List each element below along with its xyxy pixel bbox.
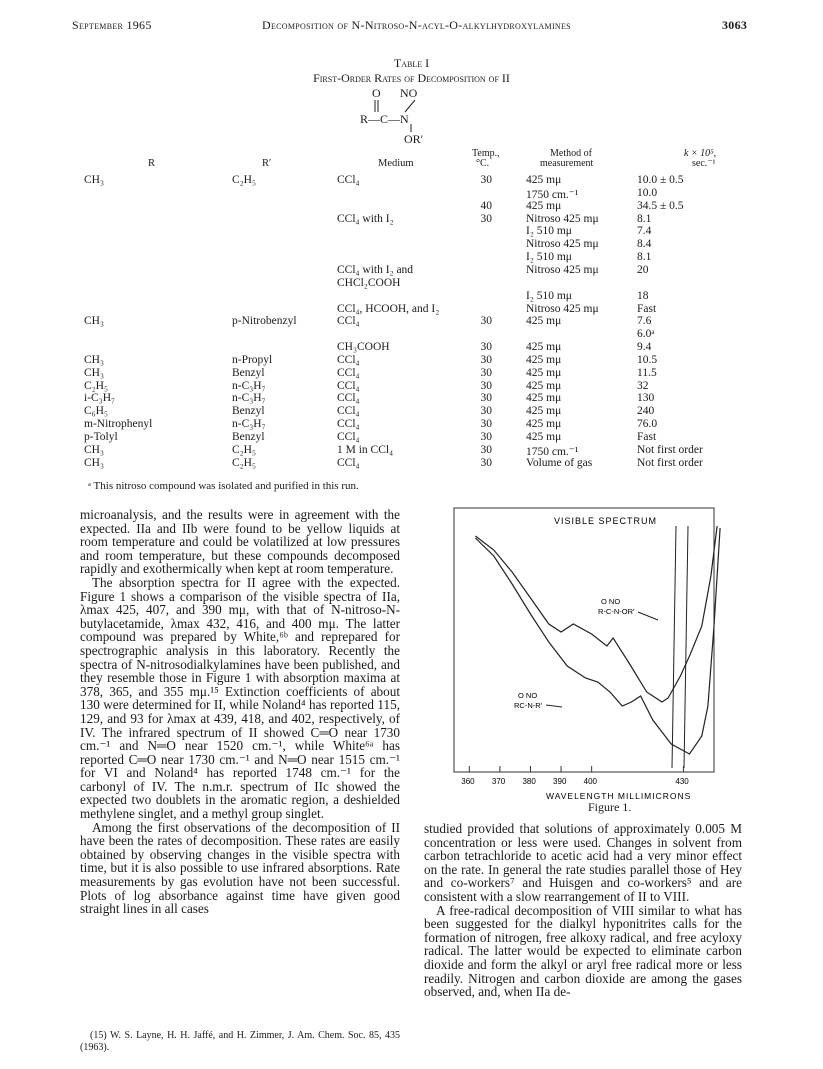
table-row — [72, 264, 752, 276]
x-axis-label: WAVELENGTH MILLIMICRONS — [546, 791, 692, 801]
table-cell-method: Nitroso 425 mμ — [526, 212, 599, 225]
table-cell-medium: CCl₄ with I₂ — [337, 212, 394, 225]
structure-oxygen: O — [372, 86, 381, 100]
col-header-method: Method of — [550, 148, 592, 159]
table-cell-method: 425 mμ — [526, 174, 562, 186]
x-tick-label: 360 — [461, 777, 475, 786]
table-cell-temp: 30 — [480, 341, 492, 354]
table-cell-medium: CCl₄ — [337, 456, 360, 469]
table-cell-medium: CCl₄ — [337, 418, 360, 431]
table-cell-method: Nitroso 425 mμ — [526, 302, 599, 315]
table-row — [72, 200, 752, 212]
table-cell-rp: Benzyl — [232, 366, 265, 379]
table-cell-method: 1750 cm.⁻¹ — [526, 188, 579, 201]
table-cell-method: 425 mμ — [526, 199, 562, 212]
table-cell-method: I₂ 510 mμ — [526, 251, 572, 264]
table-cell-medium: CCl₄ — [337, 174, 360, 186]
table-cell-r: CH₃ — [84, 443, 104, 456]
table-cell-temp: 30 — [480, 212, 492, 225]
table-cell-method: Nitroso 425 mμ — [526, 263, 599, 276]
table-cell-medium: CCl₄ — [337, 405, 360, 418]
paragraph: A free-radical decomposition of VIII similar to what has been suggested for the dialkyl hyponitrites calls for the formation of nitrogen, free alkoxy radical, and free acyloxy radical. The latter would be expected to eliminate carbon dioxide and form the alkyl or aryl free radical more or less readily. Nitrogen and carbon dioxide are among the gases observed, and, when IIa de- — [424, 902, 742, 1000]
table-cell-r: m-Nitrophenyl — [84, 418, 153, 431]
table-cell-medium: 1 M in CCl₄ — [337, 443, 394, 456]
table-cell-medium: CCl₄ — [337, 392, 360, 405]
table-cell-rp: n-C₃H₇ — [232, 379, 266, 392]
right-column-body — [424, 822, 742, 999]
table-cell-rp: n-C₃H₇ — [232, 418, 266, 431]
table-cell-temp: 30 — [480, 366, 492, 379]
table-cell-k: Fast — [637, 431, 657, 443]
table-cell-k: Not first order — [637, 443, 703, 456]
table-cell-k: 20 — [637, 263, 649, 276]
header-page-number: 3063 — [722, 18, 748, 32]
table-cell-method: 425 mμ — [526, 392, 562, 405]
table-cell-k: 18 — [637, 289, 649, 302]
col-header-method-2: measurement — [540, 158, 594, 169]
table-row — [72, 303, 752, 315]
table-cell-medium: CCl₄ — [337, 379, 360, 392]
figure-title: VISIBLE SPECTRUM — [554, 516, 658, 526]
table-label: Table I — [393, 56, 430, 70]
header-journal-date: September 1965 — [72, 18, 152, 32]
paragraph: studied provided that solutions of approximately 0.005 M concentration or less were used. Changes in solvent from carbon tetrachloride to acetic acid had a very minor effect on the rate. In general the rate studies parallel those of Hey and co-workers⁷ and Huisgen and co-workers⁵ and are consistent with a slow rearrangement of II to VIII. — [424, 821, 742, 904]
table-row — [72, 457, 752, 469]
table-cell-temp: 30 — [480, 431, 492, 443]
table-row — [72, 380, 752, 392]
spectrum-curve-nitrosamide — [475, 528, 720, 754]
table-cell-rp: C₂H₅ — [232, 174, 256, 186]
table-row — [72, 277, 752, 289]
table-cell-rp: Benzyl — [232, 405, 265, 418]
table-row — [72, 213, 752, 225]
label-lower-leader — [546, 705, 562, 707]
table-cell-k: 32 — [637, 379, 649, 392]
table-row — [72, 238, 752, 250]
label-lower-formula: RC-N-R′ — [514, 701, 543, 710]
table-cell-k: 11.5 — [637, 366, 657, 379]
col-header-medium: Medium — [378, 158, 414, 169]
structure-formula — [360, 86, 470, 148]
table-cell-temp: 30 — [480, 174, 492, 186]
table-footnote: ᵃ This nitroso compound was isolated and purified in this run. — [88, 480, 359, 492]
table-cell-rp: n-Propyl — [232, 353, 273, 366]
col-header-k-unit: sec.⁻¹ — [692, 158, 716, 169]
table-cell-temp: 30 — [480, 392, 492, 405]
table-row — [72, 354, 752, 366]
table-cell-k: 10.0 — [637, 186, 658, 199]
x-axis-ticks — [461, 766, 689, 786]
footnote-text: (15) W. S. Layne, H. H. Jaffé, and H. Zimmer, J. Am. Chem. Soc. 85, 435 (1963). — [80, 1030, 400, 1053]
table-cell-medium: CCl₄ — [337, 366, 360, 379]
table-row — [72, 290, 752, 302]
table-cell-medium: CCl₄ with I₂ and — [337, 263, 414, 276]
table-cell-k: 10.0 ± 0.5 — [637, 174, 684, 186]
left-column-body — [80, 508, 400, 916]
table-row — [72, 341, 752, 353]
right-trace-upper — [672, 526, 676, 768]
col-header-r: R — [148, 158, 156, 169]
table-cell-r: CH₃ — [84, 174, 104, 186]
table-cell-k: 76.0 — [637, 418, 658, 431]
table-row — [72, 174, 752, 186]
table-cell-method: 425 mμ — [526, 431, 562, 443]
table-cell-method: Nitroso 425 mμ — [526, 238, 599, 251]
x-tick-label: 380 — [522, 777, 536, 786]
table-cell-r: C₂H₅ — [84, 379, 108, 392]
header-article-title: Decomposition of N-Nitroso-N-acyl-O-alkylhydroxylamines — [262, 18, 571, 32]
table-row — [72, 418, 752, 430]
table-row — [72, 444, 752, 456]
label-upper-leader — [638, 612, 658, 620]
x-tick-label: 370 — [491, 777, 506, 786]
col-header-k: k × 10⁵, — [684, 148, 717, 159]
reference-footnote — [80, 1030, 400, 1054]
table-row — [72, 251, 752, 263]
table-row — [72, 225, 752, 237]
right-trace-lower — [684, 526, 688, 768]
table-cell-temp: 30 — [480, 379, 492, 392]
table-cell-method: Volume of gas — [526, 456, 593, 469]
table-cell-temp: 30 — [480, 353, 492, 366]
paragraph: The absorption spectra for II agree with the expected. Figure 1 shows a comparison of the visible spectra of IIa, λmax 425, 407, and 390 mμ, with that of N-nitroso-N-butylacetamide, λmax 432, 416, and 400 mμ. The latter compound was prepared by White,⁶ᵇ and reprepared for spectrographic analysis in this laboratory. Recently the spectra of N-nitrosodialkylamines have been published, and they resemble those in Figure 1 with absorption maxima at 378, 365, and 355 mμ.¹⁵ Extinction coefficients of about 130 were determined for II, while Noland⁴ has reported 115, 129, and 93 for λmax at 439, 418, and 402, respectively, of IV. The infrared spectrum of II showed C═O near 1730 cm.⁻¹ and N═O near 1520 cm.⁻¹, while White⁶ᵃ has reported C═O near 1730 cm.⁻¹ and N═O near 1515 cm.⁻¹ for VI and Noland⁴ has reported 1748 cm.⁻¹ for the carbonyl of IV. The n.m.r. spectrum of IIc showed the expected two doublets in the aromatic region, a deshielded methylene singlet, and a methyl group singlet. — [80, 574, 400, 822]
paragraph: Among the first observations of the decomposition of II have been the rates of decomposition. These rates are easily obtained by observing changes in the visible spectra with time, but it is also possible to use infrared absorptions. Rate measurements by gas evolution have not been successful. Plots of log absorbance against time have given good straight lines in all cases — [80, 819, 400, 917]
label-upper-o-no: O NO — [601, 597, 621, 606]
table-cell-k: 9.4 — [637, 341, 652, 354]
table-row — [72, 431, 752, 443]
table-cell-r: p-Tolyl — [84, 431, 118, 443]
table-cell-method: 425 mμ — [526, 418, 562, 431]
table-cell-r: C₆H₅ — [84, 405, 108, 418]
table-cell-temp: 30 — [480, 315, 492, 328]
figure-1-spectrum — [426, 506, 726, 806]
spectrum-curve-oxime-ester — [475, 526, 717, 702]
table-cell-k: 6.0ᵃ — [637, 328, 655, 341]
structure-alkoxy: OR′ — [404, 132, 424, 146]
table-cell-k: Not first order — [637, 456, 703, 469]
table-cell-k: 10.5 — [637, 353, 658, 366]
col-header-rprime: R′ — [262, 158, 272, 169]
table-cell-method: 425 mμ — [526, 405, 562, 418]
table-cell-method: I₂ 510 mμ — [526, 289, 572, 302]
structure-backbone: R—C—N — [360, 112, 409, 126]
table-cell-rp: C₂H₅ — [232, 456, 256, 469]
x-tick-label: 390 — [553, 777, 567, 786]
table-row — [72, 187, 752, 199]
table-cell-k: 240 — [637, 405, 655, 418]
table-cell-method: 425 mμ — [526, 366, 562, 379]
table-cell-medium: CCl₄ — [337, 353, 360, 366]
x-tick-label: 400 — [583, 777, 598, 786]
table-cell-temp: 30 — [480, 405, 492, 418]
table-cell-rp: p-Nitrobenzyl — [232, 315, 297, 328]
label-lower-o-no: O NO — [518, 691, 538, 700]
table-cell-method: 425 mμ — [526, 379, 562, 392]
table-cell-k: 130 — [637, 392, 655, 405]
table-row — [72, 392, 752, 404]
table-row — [72, 328, 752, 340]
table-cell-temp: 30 — [480, 456, 492, 469]
table-cell-r: CH₃ — [84, 315, 104, 328]
table-cell-k: 7.4 — [637, 225, 652, 238]
table-cell-r: i-C₃H₇ — [84, 392, 116, 405]
table-row — [72, 405, 752, 417]
table-cell-k: 7.6 — [637, 315, 652, 328]
table-cell-medium: CH₃COOH — [337, 341, 390, 354]
label-upper-formula: R-C-N-OR′ — [598, 607, 635, 616]
table-cell-rp: C₂H₅ — [232, 443, 256, 456]
table-cell-k: 8.4 — [637, 238, 652, 251]
table-cell-rp: n-C₃H₇ — [232, 392, 266, 405]
table-cell-method: 1750 cm.⁻¹ — [526, 445, 579, 458]
table-cell-temp: 30 — [480, 443, 492, 456]
table-row — [72, 367, 752, 379]
table-row — [72, 315, 752, 327]
table-cell-method: I₂ 510 mμ — [526, 225, 572, 238]
table-cell-r: CH₃ — [84, 456, 104, 469]
table-cell-k: 34.5 ± 0.5 — [637, 199, 684, 212]
table-cell-medium: CHCl₂COOH — [337, 276, 401, 289]
col-header-temp: Temp., — [472, 148, 500, 159]
table-cell-k: 8.1 — [637, 212, 652, 225]
x-tick-label: 430 — [675, 777, 689, 786]
table-cell-r: CH₃ — [84, 353, 104, 366]
col-header-temp-unit: °C. — [476, 158, 490, 169]
plot-frame — [454, 508, 714, 772]
table-cell-k: Fast — [637, 302, 657, 315]
table-cell-medium: CCl₄ — [337, 431, 360, 443]
table-cell-temp: 40 — [480, 199, 492, 212]
table-cell-rp: Benzyl — [232, 431, 265, 443]
table-cell-k: 8.1 — [637, 251, 652, 264]
table-cell-method: 425 mμ — [526, 341, 562, 354]
table-cell-r: CH₃ — [84, 366, 104, 379]
structure-nitroso: NO — [400, 86, 418, 100]
table-title: First-Order Rates of Decomposition of II — [313, 71, 510, 85]
table-cell-temp: 30 — [480, 418, 492, 431]
paragraph: microanalysis, and the results were in agreement with the expected. IIa and IIb were found to be yellow liquids at room temperature and could be volatilized at low pressures and room temperature, but these compounds decomposed rapidly and exothermically when kept at room temperature. — [80, 507, 400, 577]
table-cell-method: 425 mμ — [526, 315, 562, 328]
table-cell-medium: CCl₄ — [337, 315, 360, 328]
table-cell-medium: CCl₄, HCOOH, and I₂ — [337, 302, 440, 315]
table-cell-method: 425 mμ — [526, 353, 562, 366]
figure-caption: Figure 1. — [588, 800, 632, 814]
